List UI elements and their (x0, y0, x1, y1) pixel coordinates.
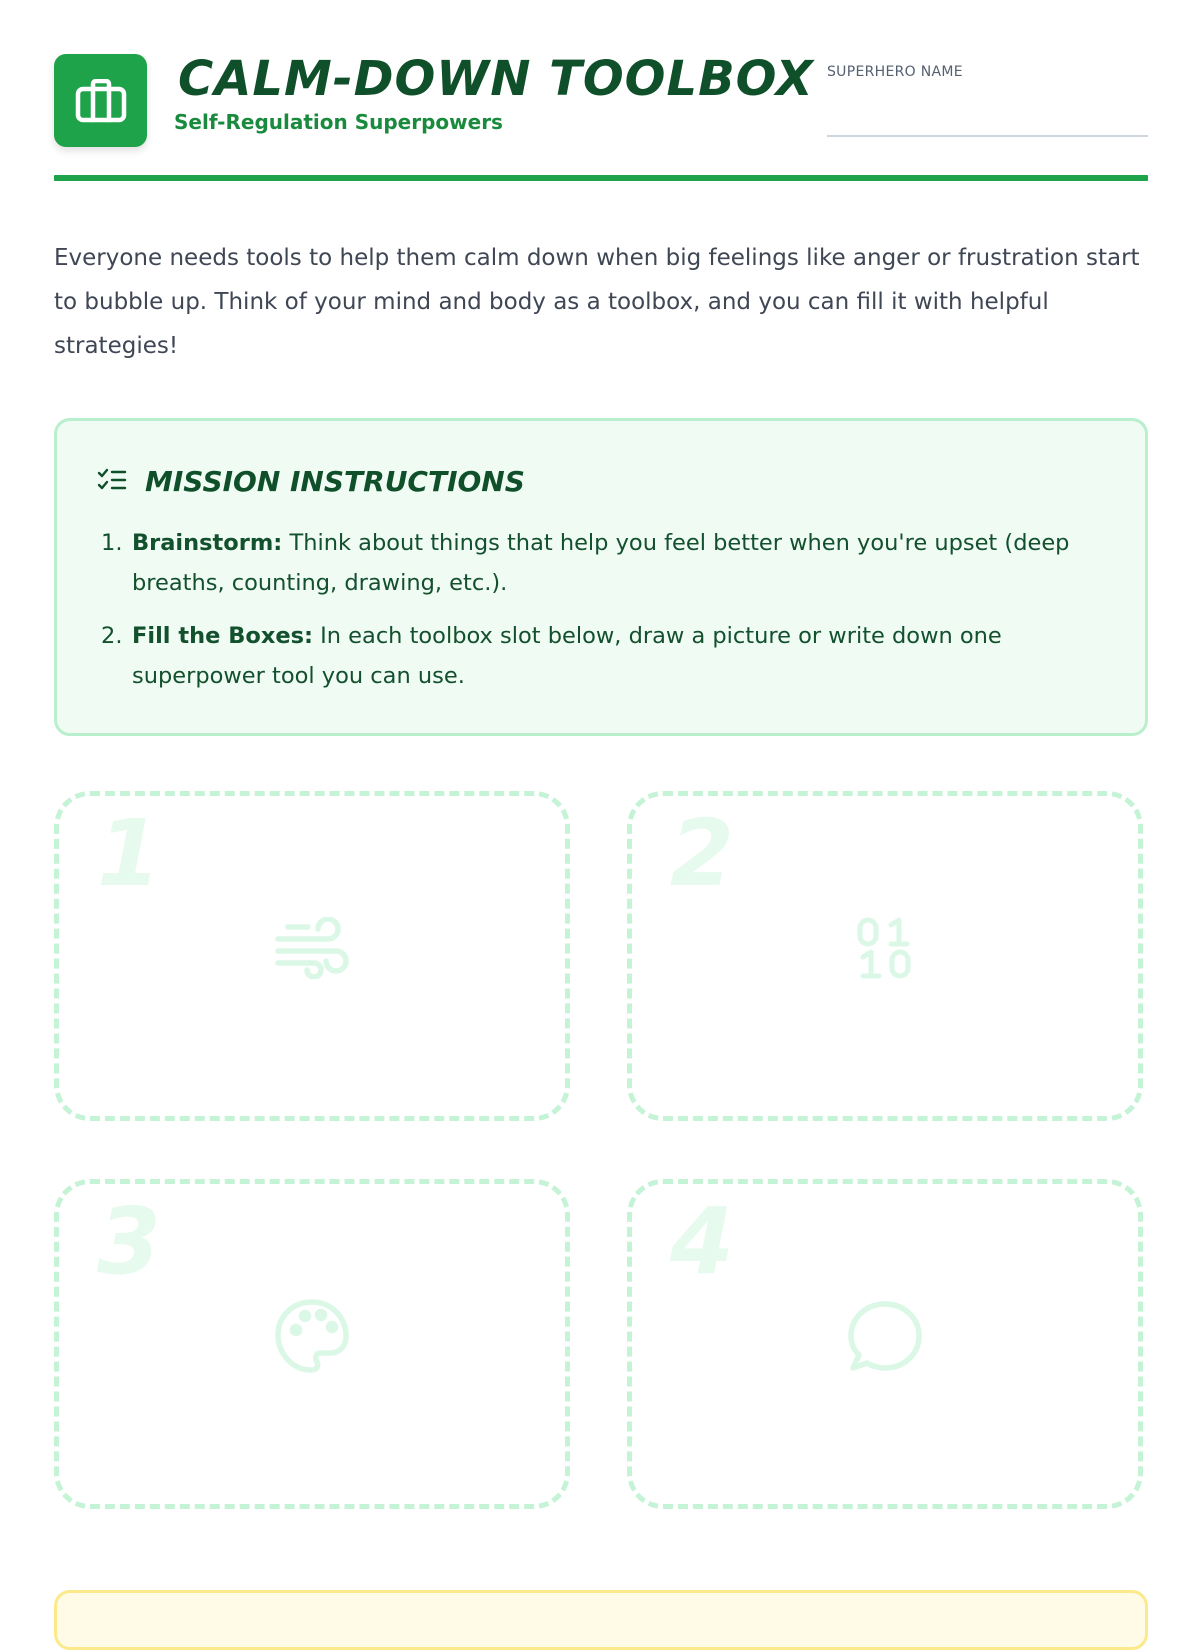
instructions-list (101, 523, 1101, 709)
instructions-title: MISSION INSTRUCTIONS (145, 465, 525, 498)
slot-number: 1 (97, 800, 162, 907)
header-divider (54, 175, 1148, 181)
bottom-callout-card (54, 1590, 1148, 1650)
instructions-card (54, 418, 1148, 736)
speech-bubble-icon (845, 1296, 925, 1376)
toolbox-icon (54, 54, 147, 147)
instructions-heading (97, 465, 525, 498)
toolbox-slot-3[interactable] (54, 1179, 570, 1509)
wind-icon (272, 908, 352, 988)
toolbox-slot-4[interactable] (627, 1179, 1143, 1509)
intro-paragraph: Everyone needs tools to help them calm down when big feelings like anger or frustration start to bubble up. Think of your mind and body as a toolbox, and you can fill it with helpful strategies! (54, 245, 1140, 359)
step-number: 1. (101, 530, 123, 556)
header (54, 51, 1148, 148)
page-subtitle: Self-Regulation Superpowers (174, 110, 503, 134)
instruction-step (101, 616, 1101, 696)
step-text: Think about things that help you feel better when you're upset (deep breaths, counting, drawing, etc.). (132, 530, 1070, 596)
palette-icon (272, 1296, 352, 1376)
binary-icon (845, 908, 925, 988)
superhero-name-label: SUPERHERO NAME (827, 64, 963, 80)
instruction-step (101, 523, 1101, 603)
step-text: In each toolbox slot below, draw a picture or write down one superpower tool you can use. (132, 623, 1002, 689)
page-title: CALM-DOWN TOOLBOX (178, 51, 814, 107)
superhero-name-field[interactable] (827, 135, 1148, 137)
toolbox-slot-1[interactable] (54, 791, 570, 1121)
toolbox-slot-2[interactable] (627, 791, 1143, 1121)
step-body (132, 616, 1101, 696)
checklist-icon (97, 467, 127, 497)
slot-number: 4 (670, 1188, 735, 1295)
step-body (132, 523, 1101, 603)
slot-number: 3 (97, 1188, 162, 1295)
step-lead: Fill the Boxes: (132, 623, 313, 649)
step-lead: Brainstorm: (132, 530, 283, 556)
slot-number: 2 (670, 800, 735, 907)
step-number: 2. (101, 623, 123, 649)
worksheet-page (54, 0, 1148, 1600)
